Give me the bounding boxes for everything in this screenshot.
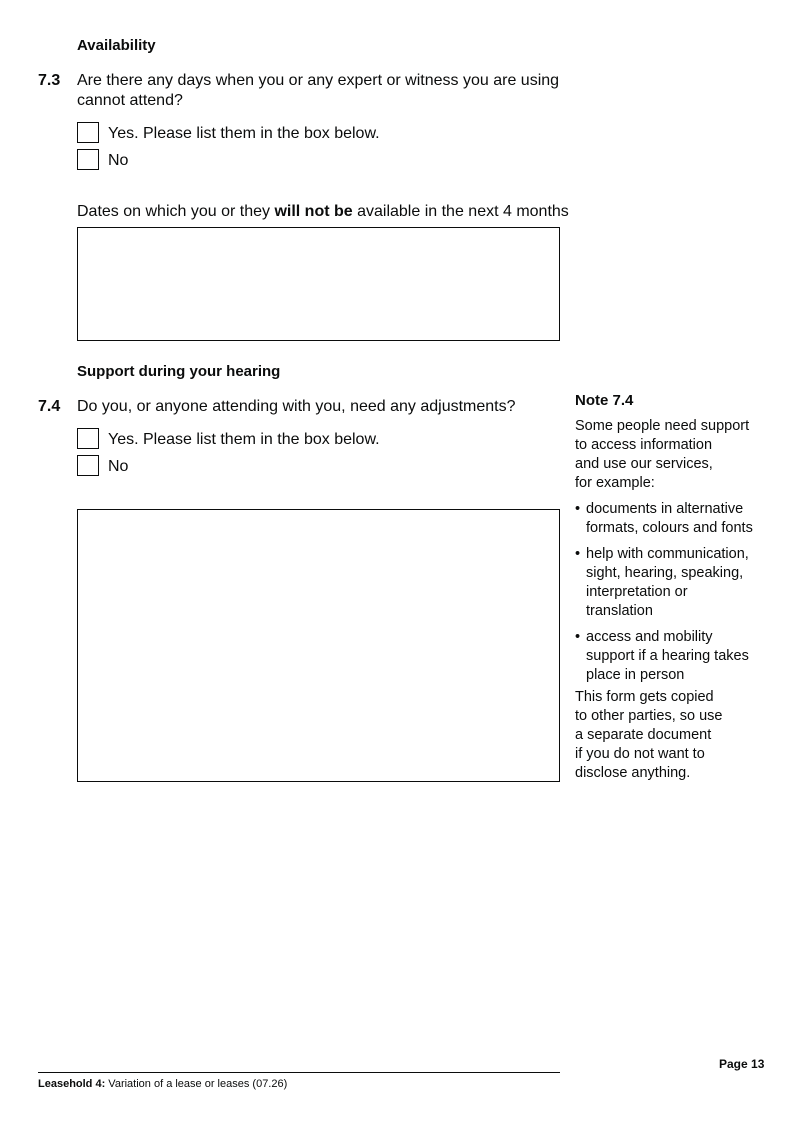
question-number-7-3: 7.3 [38, 72, 61, 89]
note-bullet-line: support if a hearing takes [586, 648, 749, 664]
note-outro-line: This form gets copied [575, 689, 714, 705]
support-heading: Support during your hearing [77, 363, 281, 380]
note-outro-line: a separate document [575, 727, 712, 743]
availability-heading: Availability [77, 37, 156, 54]
note-bullet-line: place in person [586, 667, 685, 683]
note-bullet-line: documents in alternative [586, 501, 744, 517]
note-outro-line: to other parties, so use [575, 708, 723, 724]
note-intro-line: Some people need support [575, 418, 750, 434]
note-outro-line: disclose anything. [575, 765, 691, 781]
footer-form-title: Variation of a lease or leases (07.26) [105, 1078, 288, 1090]
unavailable-dates-label-post: available in the next 4 months [352, 203, 569, 220]
adjustments-field[interactable] [77, 509, 560, 782]
note-bullet-line: translation [586, 603, 653, 619]
question-7-4-text: Do you, or anyone attending with you, need any adjustments? [77, 398, 516, 415]
note-intro-line: to access information [575, 437, 713, 453]
q7-4-yes-checkbox[interactable] [77, 428, 99, 449]
note-intro-line: and use our services, [575, 456, 713, 472]
q7-3-no-checkbox[interactable] [77, 149, 99, 170]
question-7-3-line-2: cannot attend? [77, 92, 183, 109]
q7-3-yes-checkbox[interactable] [77, 122, 99, 143]
note-outro-line: if you do not want to [575, 746, 705, 762]
bullet-icon: • [575, 546, 581, 562]
unavailable-dates-label-bold: will not be [274, 203, 353, 220]
q7-3-no-label: No [108, 152, 129, 169]
footer-form-code: Leasehold 4: [38, 1078, 106, 1090]
question-7-3-line-1: Are there any days when you or any expert or witness you are using [77, 72, 560, 89]
note-7-4-intro [575, 417, 775, 493]
unavailable-dates-field[interactable] [77, 227, 560, 341]
note-bullet-line: interpretation or [586, 584, 688, 600]
bullet-icon: • [575, 501, 581, 517]
q7-3-yes-label: Yes. Please list them in the box below. [108, 125, 380, 142]
question-number-7-4: 7.4 [38, 398, 61, 415]
page-number: Page 13 [719, 1057, 765, 1071]
q7-4-no-label: No [108, 458, 129, 475]
unavailable-dates-label-pre: Dates on which you or they [77, 203, 275, 220]
unavailable-dates-label [77, 202, 569, 222]
footer-divider [38, 1072, 560, 1073]
note-bullet-line: access and mobility [586, 629, 713, 645]
footer-form-name [38, 1078, 287, 1090]
question-7-3-text [77, 71, 567, 111]
q7-4-yes-label: Yes. Please list them in the box below. [108, 431, 380, 448]
note-bullet-line: formats, colours and fonts [586, 520, 753, 536]
note-7-4-outro [575, 688, 775, 783]
bullet-icon: • [575, 629, 581, 645]
note-7-4-title: Note 7.4 [575, 392, 634, 409]
note-intro-line: for example: [575, 475, 655, 491]
note-bullet-line: sight, hearing, speaking, [586, 565, 744, 581]
q7-4-no-checkbox[interactable] [77, 455, 99, 476]
note-bullet-line: help with communication, [586, 546, 749, 562]
